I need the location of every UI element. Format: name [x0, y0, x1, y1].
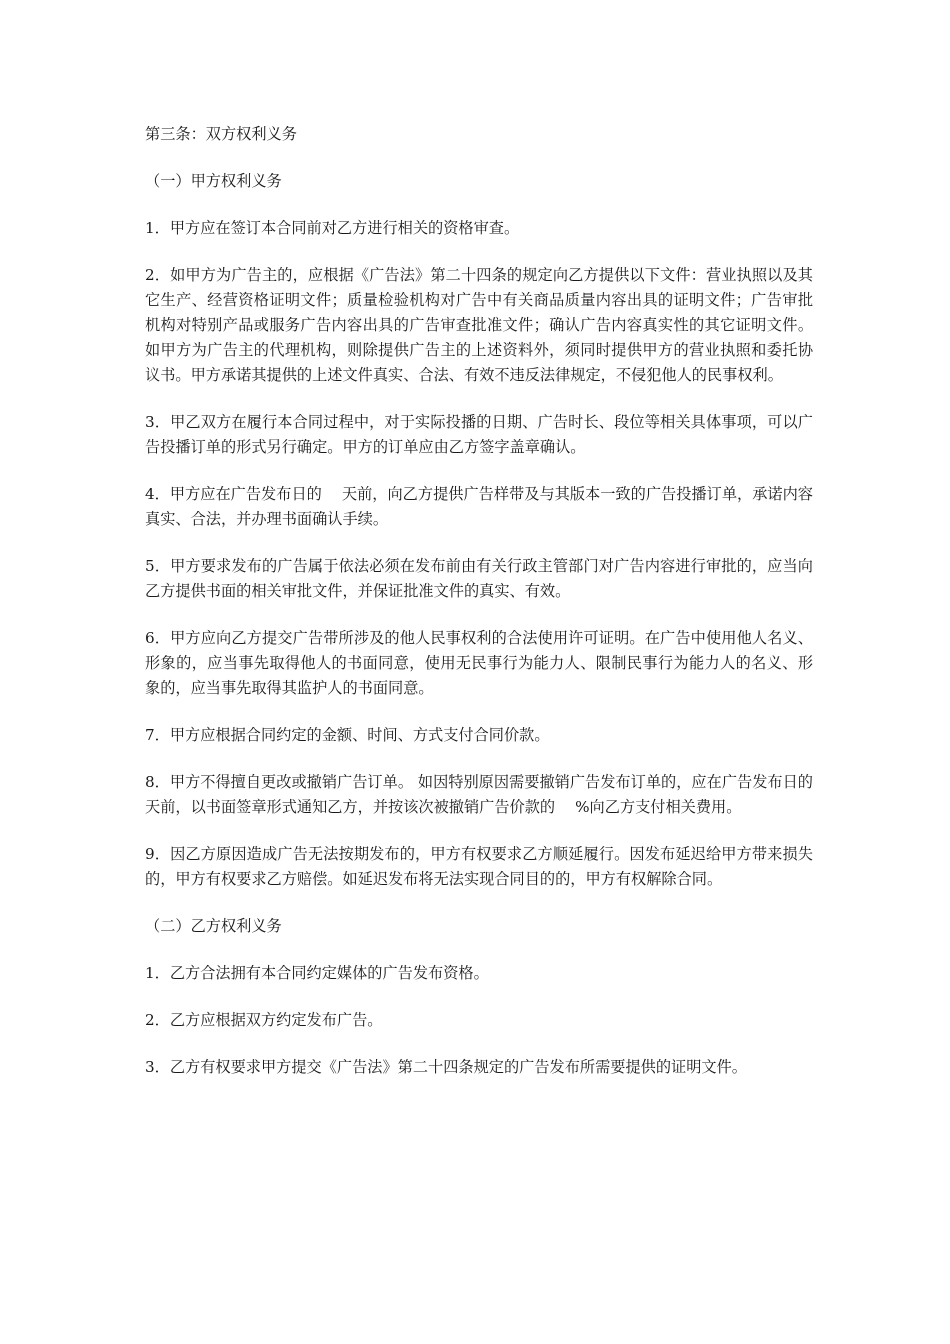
section-a-item-6: 6．甲方应向乙方提交广告带所涉及的他人民事权利的合法使用许可证明。在广告中使用他人名义、形象的，应当事先取得他人的书面同意，使用无民事行为能力人、限制民事行为能力人的名义、形象的，应当事先取得其监护人的书面同意。: [145, 629, 813, 697]
section-a-item-9: 9．因乙方原因造成广告无法按期发布的，甲方有权要求乙方顺延履行。因发布延迟给甲方带来损失的，甲方有权要求乙方赔偿。如延迟发布将无法实现合同目的的，甲方有权解除合同。: [145, 845, 813, 888]
article-title: 第三条：双方权利义务: [145, 125, 297, 143]
section-a-item-3: 3．甲乙双方在履行本合同过程中，对于实际投播的日期、广告时长、段位等相关具体事项，可以广告投播订单的形式另行确定。甲方的订单应由乙方签字盖章确认。: [145, 413, 813, 456]
section-a-item-7: 7．甲方应根据合同约定的金额、时间、方式支付合同价款。: [145, 726, 550, 744]
section-b-item-3: 3．乙方有权要求甲方提交《广告法》第二十四条规定的广告发布所需要提供的证明文件。: [145, 1058, 747, 1076]
section-b-title: （二）乙方权利义务: [145, 917, 282, 935]
section-b-item-2: 2．乙方应根据双方约定发布广告。: [145, 1011, 383, 1029]
section-b-item-1: 1．乙方合法拥有本合同约定媒体的广告发布资格。: [145, 964, 489, 982]
section-a-item-2: 2．如甲方为广告主的，应根据《广告法》第二十四条的规定向乙方提供以下文件：营业执照以及其它生产、经营资格证明文件；质量检验机构对广告中有关商品质量内容出具的证明文件；广告审批机构对特别产品或服务广告内容出具的广告审查批准文件；确认广告内容真实性的其它证明文件。如甲方为广告主的代理机构，则除提供广告主的上述资料外，须同时提供甲方的营业执照和委托协议书。甲方承诺其提供的上述文件真实、合法、有效不违反法律规定，不侵犯他人的民事权利。: [145, 266, 813, 384]
section-a-item-1: 1．甲方应在签订本合同前对乙方进行相关的资格审查。: [145, 219, 520, 237]
section-a-item-5: 5．甲方要求发布的广告属于依法必须在发布前由有关行政主管部门对广告内容进行审批的，应当向乙方提供书面的相关审批文件，并保证批准文件的真实、有效。: [145, 557, 813, 600]
section-a-item-8: 8．甲方不得擅自更改或撤销广告订单。 如因特别原因需要撤销广告发布订单的，应在广告发布日的 天前，以书面签章形式通知乙方，并按该次被撤销广告价款的 %向乙方支付相关费用。: [145, 773, 844, 816]
section-a-item-4: 4．甲方应在广告发布日的 天前，向乙方提供广告样带及与其版本一致的广告投播订单，承诺内容真实、合法，并办理书面确认手续。: [145, 485, 813, 528]
section-a-title: （一）甲方权利义务: [145, 172, 282, 190]
document-page: [145, 122, 844, 1102]
